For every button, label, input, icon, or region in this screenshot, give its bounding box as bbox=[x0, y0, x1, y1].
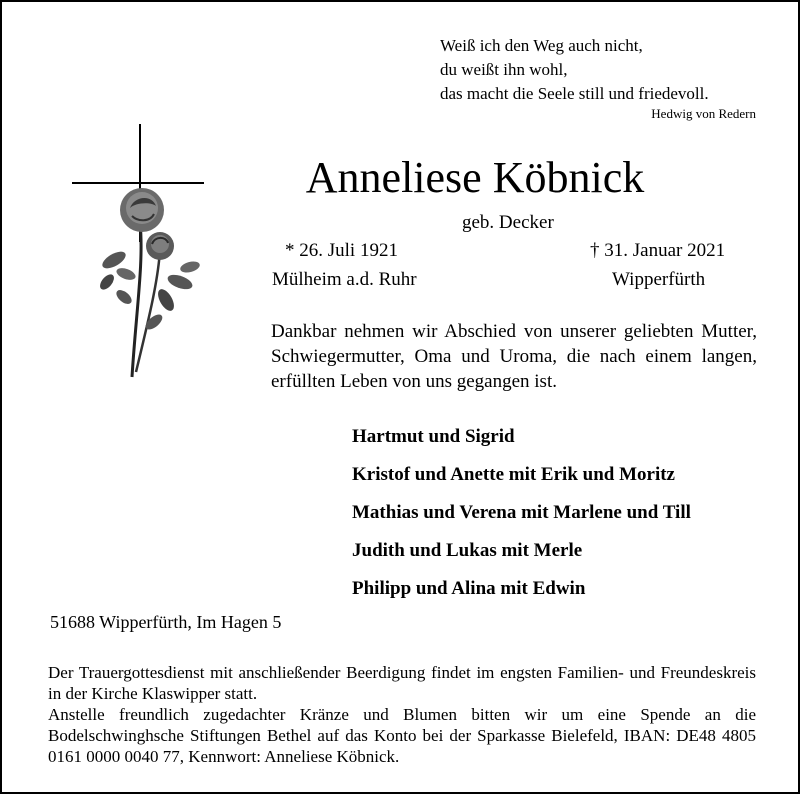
poem-author: Hedwig von Redern bbox=[651, 106, 756, 121]
notes bbox=[48, 662, 756, 767]
deceased-name: Anneliese Köbnick bbox=[305, 153, 645, 202]
family-list bbox=[352, 424, 691, 614]
birth-name: geb. Decker bbox=[462, 212, 554, 233]
died-date: † 31. Januar 2021 bbox=[590, 240, 726, 261]
poem-line: du weißt ihn wohl, bbox=[440, 60, 568, 79]
poem bbox=[440, 34, 709, 106]
family-member: Judith und Lukas mit Merle bbox=[352, 540, 583, 561]
poem-line: das macht die Seele still und friedevoll. bbox=[440, 84, 709, 103]
address: 51688 Wipperfürth, Im Hagen 5 bbox=[50, 612, 282, 632]
family-member: Mathias und Verena mit Marlene und Till bbox=[352, 502, 691, 523]
family-member: Hartmut und Sigrid bbox=[352, 426, 515, 447]
family-member: Philipp und Alina mit Edwin bbox=[352, 578, 586, 599]
born-date: * 26. Juli 1921 bbox=[285, 240, 398, 261]
died-place: Wipperfürth bbox=[612, 269, 706, 290]
farewell-text: Dankbar nehmen wir Abschied von unserer geliebten Mutter, Schwiegermutter, Oma und Uroma, die nach einem langen, erfüllten Leben von uns gegangen ist. bbox=[271, 321, 757, 392]
family-member: Kristof und Anette mit Erik und Moritz bbox=[352, 464, 675, 485]
born-place: Mülheim a.d. Ruhr bbox=[272, 269, 417, 290]
donation-note: Anstelle freundlich zugedachter Kränze und Blumen bitten wir um eine Spende an die Bodelschwinghsche Stiftungen Bethel auf das Konto bei der Sparkasse Bielefeld, IBAN: DE48 4805 0161 0000 0040 77, Kennwort: Anneliese Köbnick. bbox=[48, 705, 756, 766]
poem-line: Weiß ich den Weg auch nicht, bbox=[440, 36, 643, 55]
service-note: Der Trauergottesdienst mit anschließender Beerdigung findet im engsten Familien- und Freundeskreis in der Kirche Klaswipper statt. bbox=[48, 663, 756, 703]
